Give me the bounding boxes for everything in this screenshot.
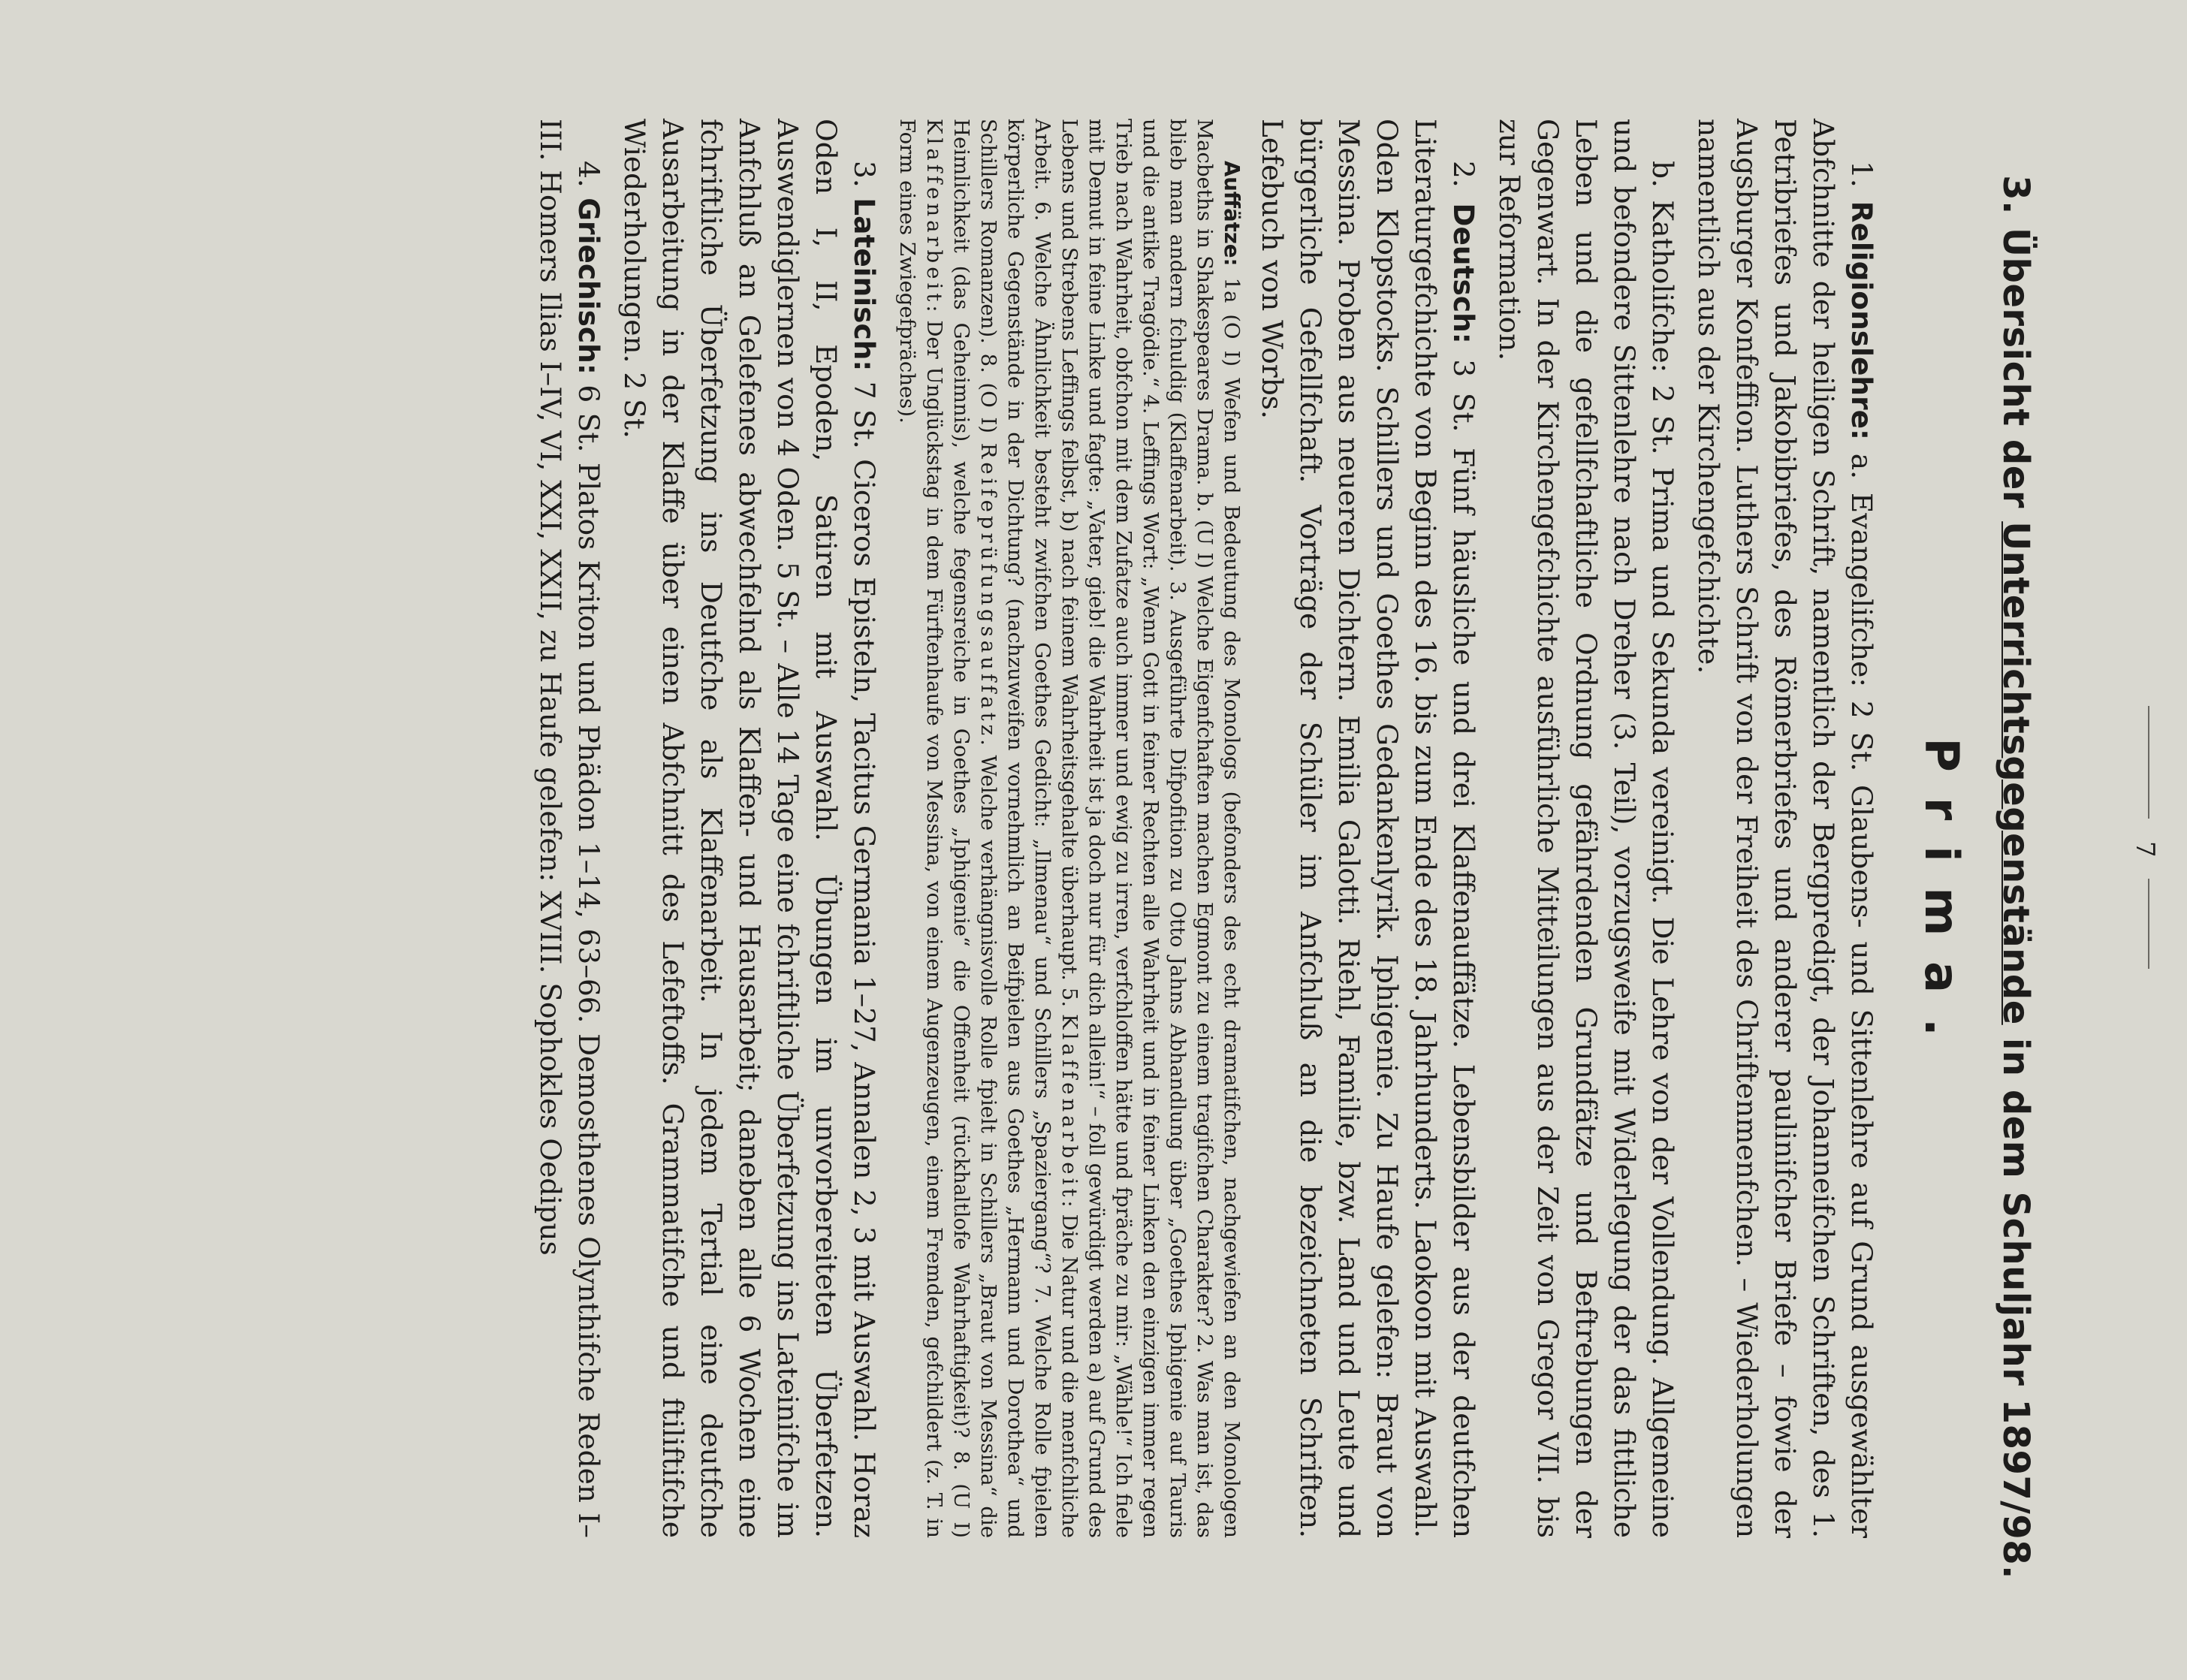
latein-number: 3. <box>848 161 881 188</box>
deutsch-number: 2. <box>1447 161 1480 188</box>
page-number: 7 <box>2130 841 2160 858</box>
aufsaetze-spaced-2: Reifeprüfungsauffatz <box>976 442 1000 740</box>
aufsaetze-spaced-1: Klaffenarbeit <box>1057 1014 1081 1201</box>
deutsch-text: 3 St. Fünf häusliche und drei Klaffenauffätze. Lebensbilder aus der deutfchen Literaturgefchichte von Beginn des 16. bis zum Ende des 18. Jahrhunderts. Laokoon mit Auswahl. Oden Klopstocks. Schillers und Goethes Gedankenlyrik. Iphigenie. Zu Haufe gelefen: Braut von Messina. Proben aus neueren Dichtern. Emilia Galotti. Riehl, Familie, bzw. Land und Leute und bürgerliche Gefellfchaft. Vorträge der Schüler im Anfchluß an die bezeichneten Schriften. Lefebuch von Worbs. <box>1256 119 1480 1538</box>
section-title-underlined: Unterrichtsgegenstände <box>1995 521 2037 1025</box>
aufsaetze-text-1: 1a (O I) Wefen und Bedeutung des Monologs (befonders des echt dramatifchen, nachgewiefen an den Monologen Macbeths in Shakespeares Drama. b. (U I) Welche Eigenfchaften machen Egmont zu einem tragifchen Charakter? 2. Was man ist, das blieb man andern fchuldig (Klaffenarbeit). 3. Ausgeführte Difpofition zu Otto Jahns Abhandlung über „Goethes Iphigenie auf Tauris und die antike Tragödie.“ 4. Leffings Wort: „Wenn Gott in feiner Rechten alle Wahrheit und in feiner Linken den einzigen immer regen Trieb nach Wahrheit, obfchon mit dem Zufatze auch immer und ewig zu irren, verfchloffen hätte und fpräche zu mir: „Wähle!“ Ich fiele mit Demut in feine Linke und fagte: „Vater, gieb! die Wahrheit ist ja doch nur für dich allein!“ – foll gewürdigt werden a) auf Grund des Lebens und Strebens Leffings felbst, b) nach feinem Wahrheitsgehalte überhaupt. 5. <box>1057 119 1244 1538</box>
religion-subject: Religionslehre: <box>1845 201 1878 440</box>
latein-paragraph <box>615 119 883 1538</box>
griechisch-paragraph <box>531 119 608 1538</box>
griechisch-number: 4. <box>572 161 605 188</box>
religion-text-a: a. Evangelifche: 2 St. Glaubens- und Sittenlehre auf Grund ausgewählter Abfchnitte der heiligen Schrift, namentlich der Bergpredigt, der Johanneifchen Schriften, des 1. Petribriefes und Jakobibriefes, des Römerbriefes und anderer paulinifcher Briefe – fowie der Augsburger Konfeffion. Luthers Schrift von der Freiheit des Chriftenmenfchen. – Wiederholungen namentlich aus der Kirchengefchichte. <box>1692 119 1878 1538</box>
aufsaetze-paragraph <box>894 119 1245 1538</box>
body-text <box>531 119 1881 1538</box>
aufsaetze-text-4: : Der Unglückstag in dem Fürftenhaufe von Messina, von einem Augenzeugen, einem Fremden, gefchildert (z. T. in Form eines Zwiegefpräches). <box>895 119 946 1538</box>
page-number-rule-left <box>2148 706 2149 819</box>
deutsch-subject: Deutsch: <box>1447 203 1480 344</box>
religion-paragraph-a <box>1689 119 1881 1538</box>
deutsch-paragraph <box>1253 119 1483 1538</box>
latein-text: 7 St. Ciceros Episteln, Tacitus Germania 1–27, Annalen 2, 3 mit Auswahl. Horaz Oden I, II, Epoden, Satiren mit Auswahl. Übungen im unvorbereiteten Überfetzen. Auswendiglernen von 4 Oden. 5 St. – Alle 14 Tage eine fchriftliche Überfetzung ins Lateinifche im Anfchluß an Gelefenes abwechfelnd als Klaffen- und Hausarbeit; daneben alle 6 Wochen eine fchriftliche Überfetzung ins Deutfche als Klaffenarbeit. In jedem Tertial eine deutfche Ausarbeitung in der Klaffe über einen Abfchnitt des Lefeftoffs. Grammatifche und ftiliftifche Wiederholungen. 2 St. <box>618 119 881 1539</box>
section-title-suffix: in dem Schuljahr 1897/98. <box>1995 1024 2037 1579</box>
aufsaetze-text-3: . Welche verhängnisvolle Rolle fpielt in Schillers „Braut von Messina“ die Heimlichkeit (das Geheimnis), welche fegensreiche in Goethes „Iphigenie“ die Offenheit (rückhaltlofe Wahrhaftigkeit)? 8. (U I) <box>949 119 1000 1538</box>
griechisch-subject: Griechisch: <box>572 198 605 375</box>
class-heading: Prima. <box>1914 737 1969 1062</box>
aufsaetze-text-2: : Die Natur und die menfchliche Arbeit. 6. Welche Ähnlichkeit besteht zwifchen Goethes Gedicht: „Ilmenau“ und Schillers „Spaziergang“? 7. Welche Rolle fpielen körperliche Gegenstände in der Dichtung? (nachzuweifen vornehmlich an Beifpielen aus Goethes „Hermann und Dorothea“ und Schillers Romanzen). 8. (O I) <box>976 119 1081 1538</box>
section-title <box>1995 119 2037 1636</box>
latein-subject: Lateinisch: <box>848 198 881 372</box>
religion-number: 1. <box>1845 161 1878 188</box>
section-title-prefix: 3. Übersicht der <box>1995 175 2037 522</box>
aufsaetze-spaced-3: Klaffenarbeit <box>922 119 946 306</box>
page-number-rule-right <box>2148 879 2149 969</box>
aufsaetze-label: Auffätze: <box>1220 161 1244 267</box>
religion-paragraph-b: b. Katholifche: 2 St. Prima und Sekunda vereinigt. Die Lehre von der Vollendung. Allgemeine und befondere Sittenlehre nach Dreher (3. Teil), vorzugsweife mit Widerlegung der das fittliche Leben und die gefellfchaftliche Ordnung gefährdenden Grundfätze und Beftrebungen der Gegenwart. In der Kirchengefchichte ausführliche Mitteilungen aus der Zeit von Gregor VII. bis zur Reformation. <box>1493 119 1679 1538</box>
griechisch-text: 6 St. Platos Kriton und Phädon 1–14, 63–66. Demosthenes Olynthifche Reden I–III. Homers Ilias I–IV, VI, XXI, XXII, zu Haufe gelefen: XVIII. Sophokles Oedipus <box>534 119 605 1538</box>
